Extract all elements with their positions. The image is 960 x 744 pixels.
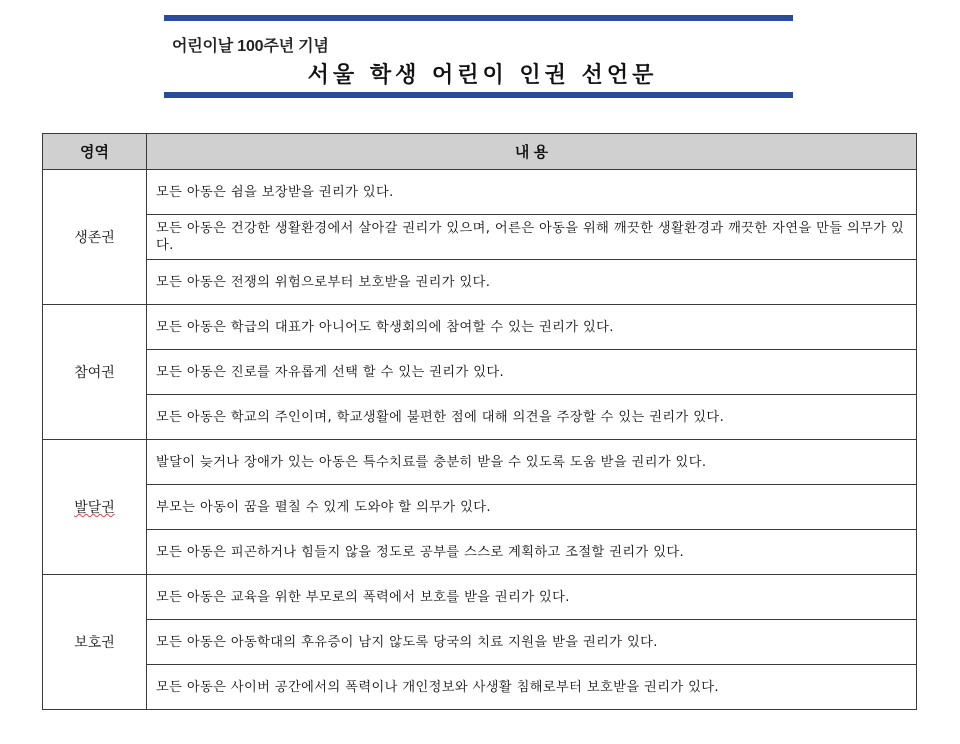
content-cell: 모든 아동은 전쟁의 위험으로부터 보호받을 권리가 있다.	[147, 260, 917, 305]
table-row	[43, 575, 917, 620]
content-cell: 모든 아동은 학교의 주인이며, 학교생활에 불편한 점에 대해 의견을 주장할 수 있는 권리가 있다.	[147, 395, 917, 440]
table-row	[43, 260, 917, 305]
header-content: 내 용	[147, 134, 917, 170]
area-participation: 참여권	[43, 305, 147, 440]
table-row	[43, 440, 917, 485]
area-development	[43, 440, 147, 575]
banner-bottom-bar	[164, 92, 793, 98]
table-row	[43, 530, 917, 575]
area-survival: 생존권	[43, 170, 147, 305]
table-header-row	[43, 134, 917, 170]
header-banner	[164, 15, 793, 99]
content-cell: 모든 아동은 쉼을 보장받을 권리가 있다.	[147, 170, 917, 215]
content-cell: 모든 아동은 학급의 대표가 아니어도 학생회의에 참여할 수 있는 권리가 있다.	[147, 305, 917, 350]
table-row	[43, 665, 917, 710]
header-subtitle: 어린이날 100주년 기념	[172, 38, 329, 55]
content-cell: 모든 아동은 아동학대의 후유증이 남지 않도록 당국의 치료 지원을 받을 권리가 있다.	[147, 620, 917, 665]
content-cell: 부모는 아동이 꿈을 펼칠 수 있게 도와야 할 의무가 있다.	[147, 485, 917, 530]
header-area: 영역	[43, 134, 147, 170]
table-row	[43, 305, 917, 350]
area-development-label: 발달권	[74, 500, 115, 516]
table-row	[43, 215, 917, 260]
content-cell: 발달이 늦거나 장애가 있는 아동은 특수치료를 충분히 받을 수 있도록 도움 받을 권리가 있다.	[147, 440, 917, 485]
page-title: 서울 학생 어린이 인권 선언문	[307, 62, 658, 88]
content-cell: 모든 아동은 교육을 위한 부모로의 폭력에서 보호를 받을 권리가 있다.	[147, 575, 917, 620]
table-row	[43, 620, 917, 665]
content-cell: 모든 아동은 피곤하거나 힘들지 않을 정도로 공부를 스스로 계획하고 조절할 권리가 있다.	[147, 530, 917, 575]
table-row	[43, 170, 917, 215]
banner-top-bar	[164, 15, 793, 21]
table-row	[43, 485, 917, 530]
table-row	[43, 395, 917, 440]
area-protection: 보호권	[43, 575, 147, 710]
content-cell: 모든 아동은 진로를 자유롭게 선택 할 수 있는 권리가 있다.	[147, 350, 917, 395]
table-row	[43, 350, 917, 395]
content-cell: 모든 아동은 사이버 공간에서의 폭력이나 개인정보와 사생활 침해로부터 보호받을 권리가 있다.	[147, 665, 917, 710]
content-cell: 모든 아동은 건강한 생활환경에서 살아갈 권리가 있으며, 어른은 아동을 위해 깨끗한 생활환경과 깨끗한 자연을 만들 의무가 있다.	[147, 215, 917, 260]
rights-table	[42, 133, 917, 710]
